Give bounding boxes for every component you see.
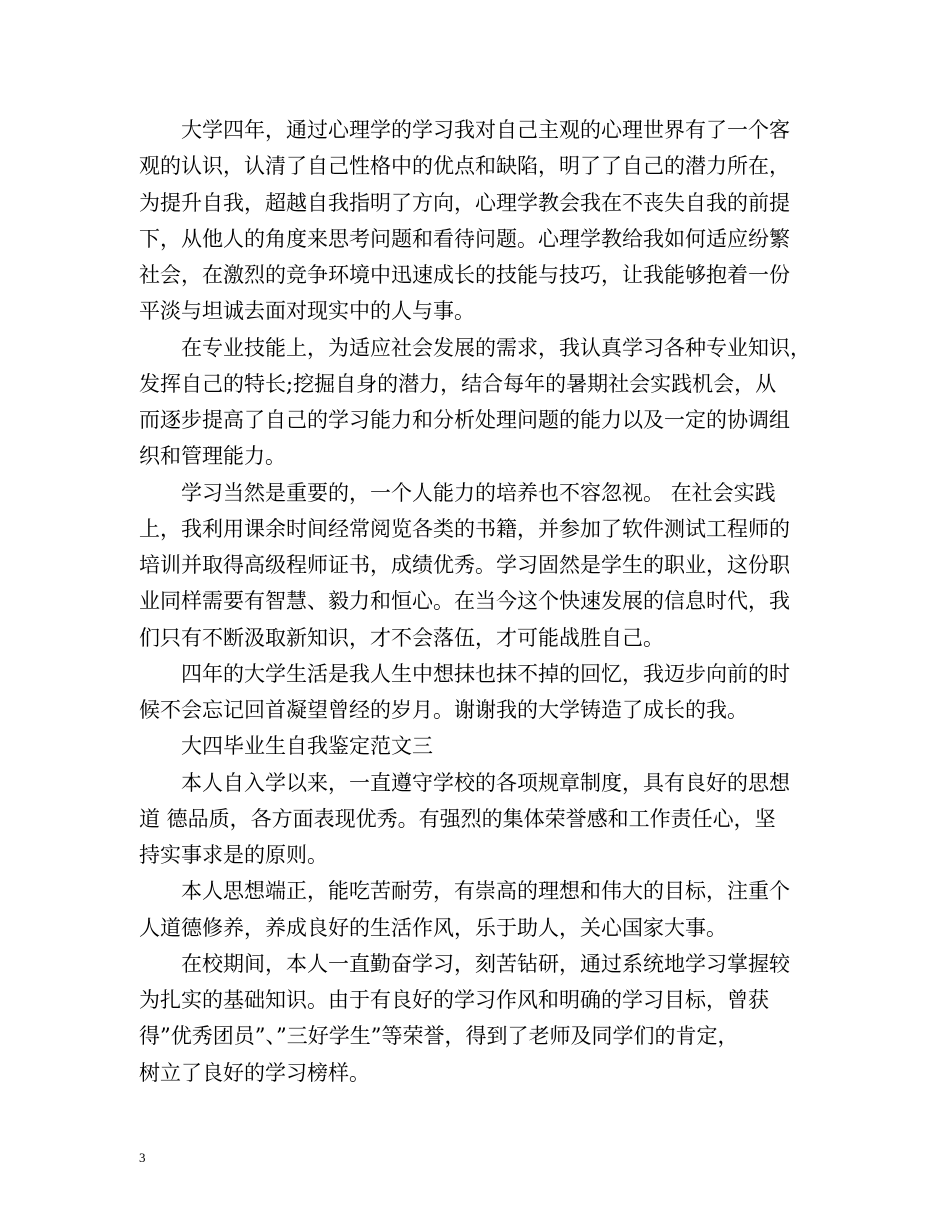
text-line: 得”优秀团员”、”三好学生”等荣誉，得到了老师及同学们的肯定， — [139, 1024, 739, 1049]
text-line: 业同样需要有智慧、毅力和恒心。在当今这个快速发展的信息时代，我 — [139, 589, 790, 614]
text-line: 培训并取得高级程师证书，成绩优秀。学习固然是学生的职业，这份职 — [139, 553, 790, 577]
text-line: 人道德修养，养成良好的生活作风，乐于助人，关心国家大事。 — [139, 915, 727, 940]
text-line: 学习当然是重要的，一个人能力的培养也不容忽视。 在社会实践 — [181, 480, 776, 505]
text-line: 而逐步提高了自己的学习能力和分析处理问题的能力以及一定的协调组 — [139, 408, 790, 432]
text-line: 在校期间，本人一直勤奋学习，刻苦钻研，通过系统地学习掌握较 — [181, 951, 790, 976]
text-line: 树立了良好的学习榜样。 — [139, 1060, 370, 1085]
text-line: 大学四年，通过心理学的学习我对自己主观的心理世界有了一个客 — [181, 118, 790, 142]
text-line: 道 德品质，各方面表现优秀。有强烈的集体荣誉感和工作责任心，坚 — [139, 806, 776, 831]
text-line: 为提升自我，超越自我指明了方向，心理学教会我在不丧失自我的前提 — [139, 190, 790, 215]
section-heading: 大四毕业生自我鉴定范文三 — [181, 734, 433, 759]
text-line: 在专业技能上，为适应社会发展的需求，我认真学习各种专业知识， — [181, 335, 811, 360]
text-line: 社会，在激烈的竞争环境中迅速成长的技能与技巧，让我能够抱着一份 — [139, 263, 790, 287]
text-line: 上，我利用课余时间经常阅览各类的书籍，并参加了软件测试工程师的 — [139, 516, 790, 541]
text-line: 织和管理能力。 — [139, 444, 286, 469]
text-line: 们只有不断汲取新知识，才不会落伍，才可能战胜自己。 — [139, 625, 664, 650]
text-line: 观的认识，认清了自己性格中的优点和缺陷，明了了自己的潜力所在， — [139, 154, 790, 179]
page-number: 3 — [139, 1150, 146, 1165]
text-line: 持实事求是的原则。 — [139, 843, 328, 867]
text-line: 发挥自己的特长;挖掘自身的潜力，结合每年的暑期社会实践机会，从 — [139, 371, 777, 396]
text-line: 平淡与坦诚去面对现实中的人与事。 — [139, 299, 475, 324]
text-line: 本人思想端正，能吃苦耐劳，有崇高的理想和伟大的目标，注重个 — [181, 879, 790, 904]
text-line: 本人自入学以来，一直遵守学校的各项规章制度，具有良好的思想 — [181, 770, 790, 795]
text-line: 四年的大学生活是我人生中想抹也抹不掉的回忆，我迈步向前的时 — [181, 661, 790, 686]
text-line: 为扎实的基础知识。由于有良好的学习作风和明确的学习目标，曾获 — [139, 988, 769, 1012]
text-line: 下，从他人的角度来思考问题和看待问题。心理学教给我如何适应纷繁 — [139, 226, 790, 251]
body-text — [139, 112, 819, 1091]
text-line: 候不会忘记回首凝望曾经的岁月。谢谢我的大学铸造了成长的我。 — [139, 698, 748, 722]
